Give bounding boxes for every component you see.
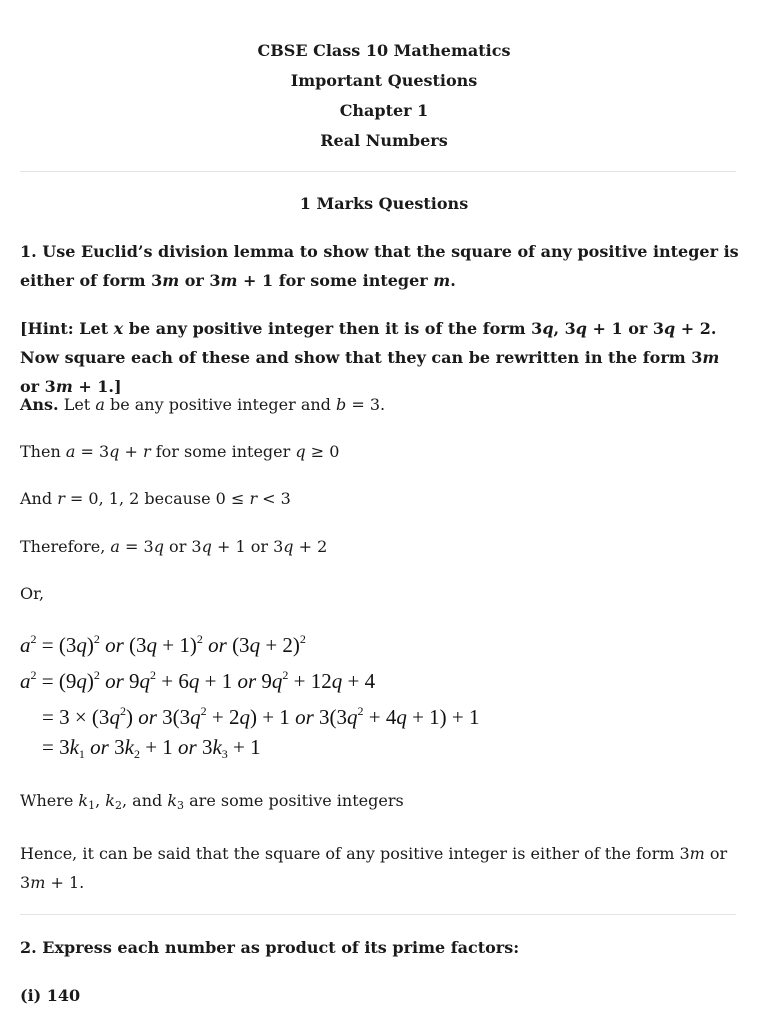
section-title: 1 Marks Questions [299, 194, 469, 213]
answer-where: Where k1, k2, and k3 are some positive integers [20, 791, 404, 812]
header-chapter-title: Real Numbers [320, 131, 448, 150]
answer-line-therefore: Therefore, a = 3q or 3q + 1 or 3q + 2 [20, 537, 328, 556]
question-2: 2. Express each number as product of its prime factors: [20, 938, 520, 957]
answer-intro: Ans. Let a be any positive integer and b = 3. [20, 395, 386, 414]
answer-line-and: And r = 0, 1, 2 because 0 ≤ r < 3 [20, 489, 291, 508]
answer-conclusion: Hence, it can be said that the square of any positive integer is either of the form 3m or 3m + 1. [20, 844, 728, 892]
header-chapter: Chapter 1 [339, 101, 429, 120]
math-line-3: = $3 \times (3q^2)$ or $3(3q^2 + 2q) + 1$ or $3(3q^2 + 4q + 1) + 1$ [42, 704, 480, 729]
header-collection: Important Questions [290, 71, 478, 90]
question-1-hint: [Hint: Let x be any positive integer then it is of the form 3q, 3q + 1 or 3q + 2. Now square each of these and show that they can be rewritten in the form 3m or 3m + 1.] [20, 319, 720, 396]
question-1: 1. Use Euclid’s division lemma to show that the square of any positive integer is either of form 3m or 3m + 1 for some integer m. [20, 242, 739, 290]
header-subject: CBSE Class 10 Mathematics [257, 41, 511, 60]
math-line-2: $a^2 = (9q)^2$ or $9q^2 + 6q + 1$ or $9q^2 + 12q + 4$ [20, 668, 376, 693]
divider [20, 171, 736, 172]
answer-line-or: Or, [20, 584, 45, 603]
answer-label: Ans. [20, 395, 59, 414]
math-derivation [20, 622, 480, 766]
math-line-1: $a^2 = (3q)^2$ or $(3q + 1)^2$ or $(3q + 2)^2$ [20, 632, 306, 657]
math-line-4: = $3k_1$ or $3k_2 + 1$ or $3k_3 + 1$ [42, 735, 261, 761]
answer-line-then: Then a = 3q + r for some integer q ≥ 0 [20, 442, 340, 461]
divider [20, 914, 736, 915]
document-header [0, 36, 768, 156]
question-2-part-i: (i) 140 [20, 986, 81, 1005]
